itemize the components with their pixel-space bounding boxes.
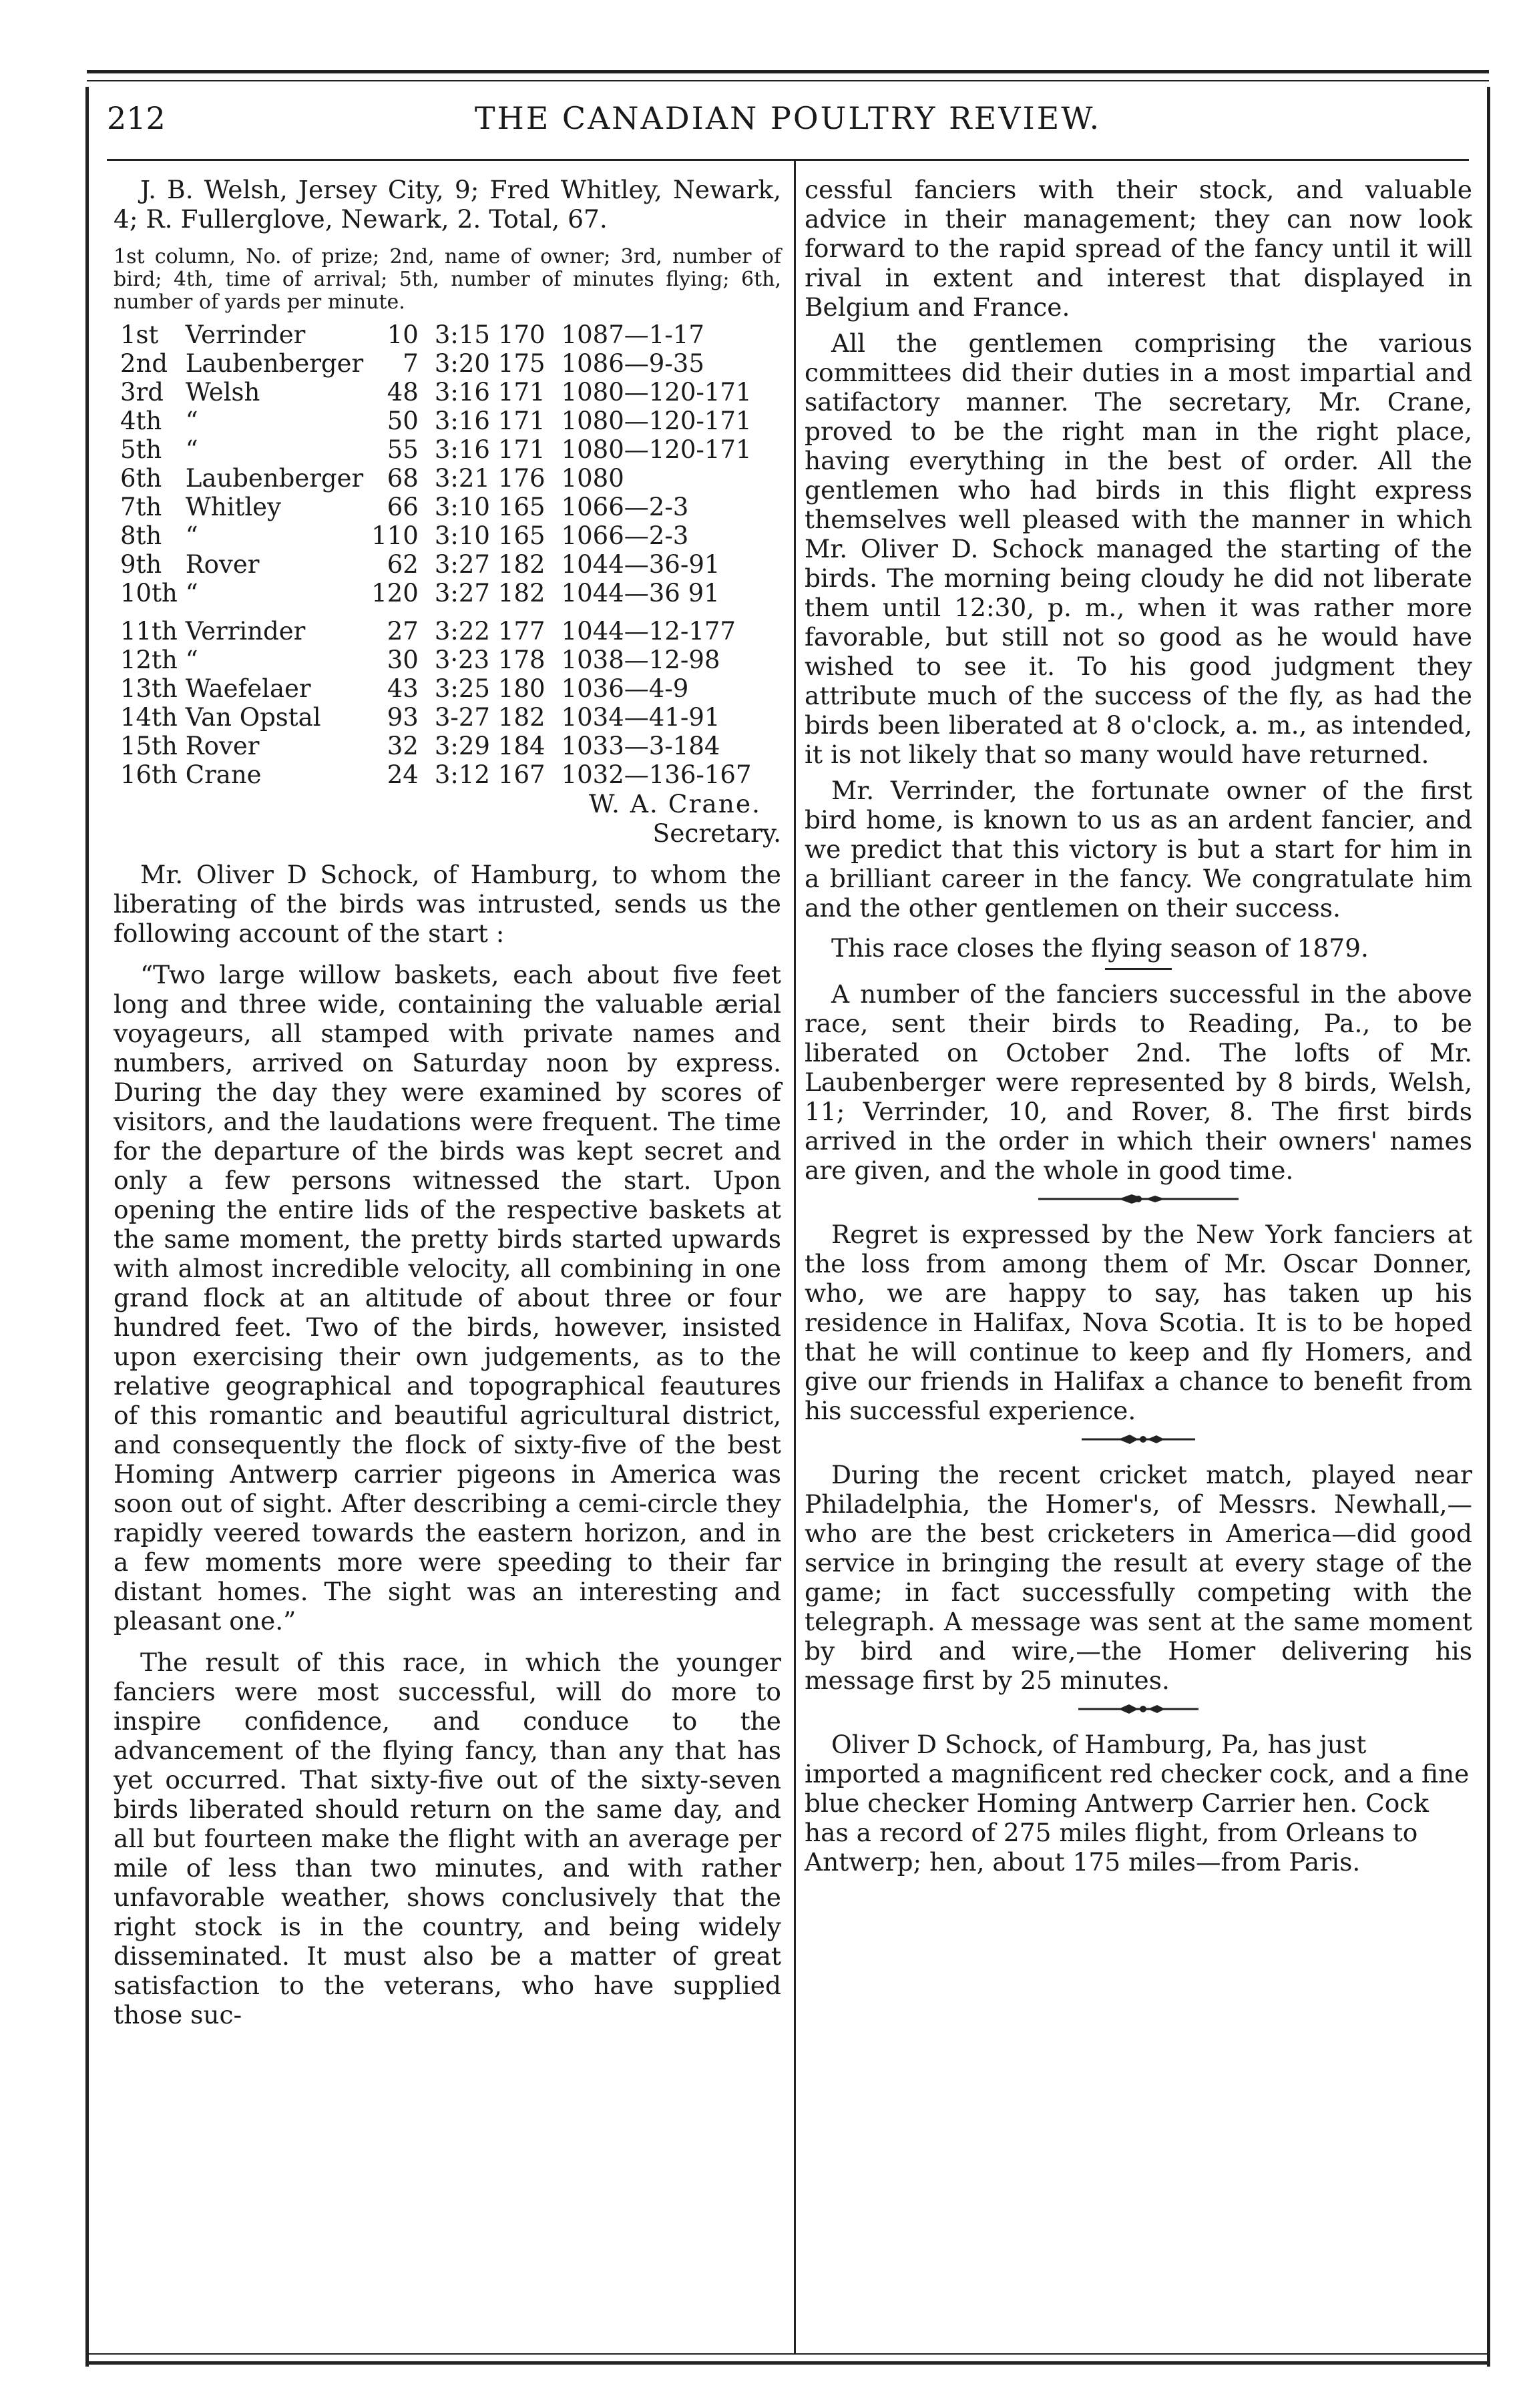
bird-number-cell: 68	[387, 464, 419, 493]
bird-number-cell: 27	[387, 617, 419, 646]
yards-cell: 1080—120-171	[561, 407, 752, 435]
owner-cell: Laubenberger	[185, 464, 364, 493]
yards-cell: 1086—9-35	[561, 349, 704, 378]
prize-cell: 2nd	[120, 349, 168, 378]
yards-cell: 1033—3-184	[561, 732, 720, 760]
minutes-cell: 180	[497, 674, 545, 703]
arrival-cell: 3:27	[434, 550, 490, 579]
continuation-paragraph: cessful fanciers with their stock, and valuable advice in their management; they can now look forward to the rapid spread of the fancy until it will rival in extent and interest that displayed in Belgium and France.	[805, 175, 1472, 322]
bottom-border	[87, 2353, 1489, 2365]
yards-cell: 1066—2-3	[561, 493, 689, 521]
table-row	[120, 550, 760, 579]
import-paragraph: Oliver D Schock, of Hamburg, Pa, has just imported a magnificent red checker cock, and a fine blue checker Homing Antwerp Carrier hen. Cock has a record of 275 miles flight, from Orleans to Antwerp; hen, about 175 miles—from Paris.	[805, 1730, 1470, 1877]
minutes-cell: 178	[497, 646, 545, 674]
bird-number-cell: 24	[387, 760, 419, 789]
minutes-cell: 177	[497, 617, 545, 646]
minutes-cell: 170	[497, 320, 545, 349]
donner-paragraph: Regret is expressed by the New York fanciers at the loss from among them of Mr. Oscar Donner, who, we are happy to say, has taken up his residence in Halifax, Nova Scotia. It is to be hoped that he will continue to keep and fly Homers, and give our friends in Halifax a chance to benefit from his successful experience.	[805, 1220, 1472, 1425]
owner-cell: “	[185, 579, 198, 608]
minutes-cell: 165	[497, 521, 545, 550]
table-row	[120, 760, 760, 789]
ornament-divider	[805, 1189, 1472, 1216]
minutes-cell: 182	[497, 703, 545, 732]
left-column	[114, 175, 781, 2029]
owner-cell: Laubenberger	[185, 349, 364, 378]
table-row	[120, 378, 760, 407]
minutes-cell: 171	[497, 378, 545, 407]
owner-cell: Rover	[185, 732, 260, 760]
signature	[114, 789, 781, 848]
arrival-cell: 3:29	[434, 732, 490, 760]
column-rule	[794, 159, 796, 2353]
table-row	[120, 464, 760, 493]
right-column	[805, 175, 1472, 1877]
entries-total-paragraph: J. B. Welsh, Jersey City, 9; Fred Whitley, Newark, 4; R. Fullerglove, Newark, 2. Total, 67.	[114, 175, 781, 234]
bird-number-cell: 62	[387, 550, 419, 579]
minutes-cell: 175	[497, 349, 545, 378]
prize-cell: 15th	[120, 732, 178, 760]
table-row	[120, 349, 760, 378]
header-rule	[107, 159, 1469, 161]
minutes-cell: 171	[497, 435, 545, 464]
owner-cell: Crane	[185, 760, 262, 789]
table-row	[120, 407, 760, 435]
prize-cell: 1st	[120, 320, 159, 349]
bird-number-cell: 120	[371, 579, 419, 608]
yards-cell: 1066—2-3	[561, 521, 689, 550]
arrival-cell: 3:15	[434, 320, 490, 349]
owner-cell: “	[185, 407, 198, 435]
owner-cell: “	[185, 646, 198, 674]
prize-cell: 7th	[120, 493, 162, 521]
yards-cell: 1032—136-167	[561, 760, 752, 789]
arrival-cell: 3:16	[434, 435, 490, 464]
yards-cell: 1038—12-98	[561, 646, 720, 674]
owner-cell: Whitley	[185, 493, 281, 521]
bird-number-cell: 50	[387, 407, 419, 435]
bird-number-cell: 93	[387, 703, 419, 732]
table-row	[120, 646, 760, 674]
arrival-cell: 3:25	[434, 674, 490, 703]
prize-cell: 11th	[120, 617, 178, 646]
page-header	[107, 100, 1469, 154]
prize-cell: 13th	[120, 674, 178, 703]
prize-cell: 16th	[120, 760, 178, 789]
arrival-cell: 3:21	[434, 464, 490, 493]
prize-cell: 12th	[120, 646, 178, 674]
reading-paragraph: A number of the fanciers successful in the above race, sent their birds to Reading, Pa., to be liberated on October 2nd. The lofts of Mr. Laubenberger were represented by 8 birds, Welsh, 11; Verrinder, 10, and Rover, 8. The first birds arrived in the order in which their owners' names are given, and the whole in good time.	[805, 979, 1472, 1185]
table-row	[120, 493, 760, 521]
bird-number-cell: 48	[387, 378, 419, 407]
verrinder-paragraph: Mr. Verrinder, the fortunate owner of the first bird home, is known to us as an ardent fancier, and we predict that this victory is but a start for him in a brilliant career in the fancy. We congratulate him and the other gentlemen on their success.	[805, 776, 1472, 923]
signature-name: W. A. Crane.	[589, 789, 761, 818]
bird-number-cell: 66	[387, 493, 419, 521]
bird-number-cell: 55	[387, 435, 419, 464]
bird-number-cell: 110	[371, 521, 419, 550]
yards-cell: 1080—120-171	[561, 435, 752, 464]
ornament-divider	[805, 1429, 1472, 1456]
arrival-cell: 3·23	[434, 646, 490, 674]
prize-cell: 8th	[120, 521, 162, 550]
arrival-cell: 3:12	[434, 760, 490, 789]
yards-cell: 1044—36 91	[561, 579, 720, 608]
owner-cell: Waefelaer	[185, 674, 311, 703]
cricket-paragraph: During the recent cricket match, played near Philadelphia, the Homer's, of Messrs. Newhall,—who are the best cricketers in America—did good service in bringing the result at every stage of the game; in fact successfully competing with the telegraph. A message was sent at the same moment by bird and wire,—the Homer delivering his message first by 25 minutes.	[805, 1460, 1472, 1695]
minutes-cell: 184	[497, 732, 545, 760]
table-row	[120, 674, 760, 703]
bird-number-cell: 30	[387, 646, 419, 674]
table-row	[120, 521, 760, 550]
bird-number-cell: 32	[387, 732, 419, 760]
prize-cell: 10th	[120, 579, 178, 608]
schock-intro-paragraph: Mr. Oliver D Schock, of Hamburg, to whom the liberating of the birds was intrusted, sends us the following account of the start :	[114, 860, 781, 948]
owner-cell: Verrinder	[185, 617, 306, 646]
committees-paragraph: All the gentlemen comprising the various committees did their duties in a most impartial and satifactory manner. The secretary, Mr. Crane, proved to be the right man in the right place, having everything in the best of order. All the gentlemen who had birds in this flight express themselves well pleased with the manner in which Mr. Oliver D. Schock managed the starting of the birds. The morning being cloudy he did not liberate them until 12:30, p. m., when it was rather more favorable, but still not so good as he would have wished to see it. To his good judgment they attribute much of the success of the fly, as had the birds been liberated at 8 o'clock, a. m., as intended, it is not likely that so many would have returned.	[805, 328, 1472, 769]
owner-cell: Rover	[185, 550, 260, 579]
yards-cell: 1080	[561, 464, 624, 493]
arrival-cell: 3-27	[434, 703, 490, 732]
arrival-cell: 3:27	[434, 579, 490, 608]
prize-cell: 5th	[120, 435, 162, 464]
prize-cell: 4th	[120, 407, 162, 435]
arrival-cell: 3:20	[434, 349, 490, 378]
owner-cell: “	[185, 521, 198, 550]
race-results-table	[120, 320, 760, 789]
minutes-cell: 167	[497, 760, 545, 789]
minutes-cell: 171	[497, 407, 545, 435]
prize-cell: 14th	[120, 703, 178, 732]
table-legend: 1st column, No. of prize; 2nd, name of owner; 3rd, number of bird; 4th, time of arrival; 5th, number of minutes flying; 6th, number of yards per minute.	[114, 245, 781, 314]
yards-cell: 1044—36-91	[561, 550, 720, 579]
bird-number-cell: 43	[387, 674, 419, 703]
minutes-cell: 176	[497, 464, 545, 493]
arrival-cell: 3:10	[434, 521, 490, 550]
yards-cell: 1034—41-91	[561, 703, 720, 732]
owner-cell: Van Opstal	[185, 703, 321, 732]
table-row	[120, 617, 760, 646]
owner-cell: Verrinder	[185, 320, 306, 349]
season-close-paragraph: This race closes the flying season of 1879.	[831, 933, 1369, 963]
owner-cell: “	[185, 435, 198, 464]
yards-cell: 1044—12-177	[561, 617, 736, 646]
race-result-paragraph: The result of this race, in which the younger fanciers were most successful, will do more to inspire confidence, and conduce to the advancement of the flying fancy, than any that has yet occurred. That sixty-five out of the sixty-seven birds liberated should return on the same day, and all but fourteen make the flight with an average per mile of less than two minutes, and with rather unfavorable weather, shows conclusively that the right stock is in the country, and being widely disseminated. It must also be a matter of great satisfaction to the veterans, who have supplied those suc-	[114, 1648, 781, 2029]
schock-account-paragraph: “Two large willow baskets, each about five feet long and three wide, containing the valuable ærial voyageurs, all stamped with private names and numbers, arrived on Saturday noon by express. During the day they were examined by scores of visitors, and the laudations were frequent. The time for the departure of the birds was kept secret and only a few persons witnessed the start. Upon opening the entire lids of the respective baskets at the same moment, the pretty birds started upwards with almost incredible velocity, all combining in one grand flock at an altitude of about three or four hundred feet. Two of the birds, however, insisted upon exercising their own judgements, as to the relative geographical and topographical feautures of this romantic and beautiful agricultural district, and consequently the flock of sixty-five of the best Homing Antwerp carrier pigeons in America was soon out of sight. After describing a cemi-circle they rapidly veered towards the eastern horizon, and in a few moments more were speeding to their far distant homes. The sight was an interesting and pleasant one.”	[114, 960, 781, 1636]
row-gap	[120, 608, 760, 617]
arrival-cell: 3:10	[434, 493, 490, 521]
table-row	[120, 703, 760, 732]
yards-cell: 1036—4-9	[561, 674, 689, 703]
bird-number-cell: 7	[403, 349, 419, 378]
prize-cell: 6th	[120, 464, 162, 493]
minutes-cell: 182	[497, 579, 545, 608]
page-number: 212	[107, 100, 166, 136]
prize-cell: 9th	[120, 550, 162, 579]
arrival-cell: 3:16	[434, 378, 490, 407]
bird-number-cell: 10	[387, 320, 419, 349]
prize-cell: 3rd	[120, 378, 164, 407]
owner-cell: Welsh	[185, 378, 260, 407]
minutes-cell: 165	[497, 493, 545, 521]
short-rule	[1105, 968, 1172, 970]
minutes-cell: 182	[497, 550, 545, 579]
yards-cell: 1080—120-171	[561, 378, 752, 407]
ornament-divider	[805, 1699, 1472, 1726]
table-row	[120, 732, 760, 760]
signature-title: Secretary.	[652, 818, 781, 848]
table-row	[120, 579, 760, 608]
yards-cell: 1087—1-17	[561, 320, 704, 349]
top-border	[87, 70, 1489, 81]
table-row	[120, 435, 760, 464]
arrival-cell: 3:22	[434, 617, 490, 646]
journal-title: THE CANADIAN POULTRY REVIEW.	[474, 100, 1102, 136]
table-row	[120, 320, 760, 349]
arrival-cell: 3:16	[434, 407, 490, 435]
